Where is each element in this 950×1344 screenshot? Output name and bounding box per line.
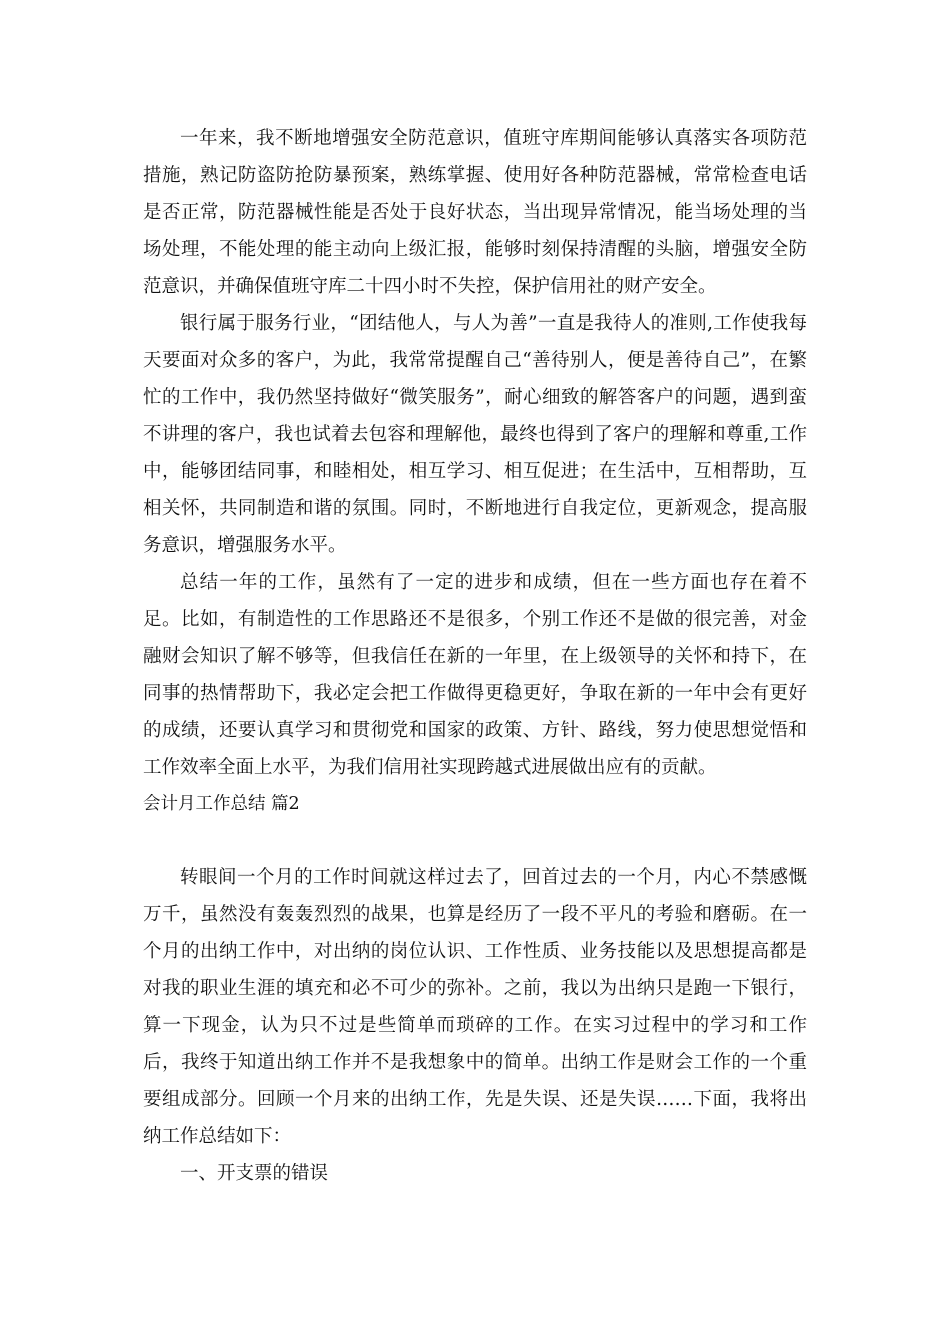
blank-line: [143, 823, 807, 859]
paragraph-service: 银行属于服务行业，“团结他人，与人为善”一直是我待人的准则,工作使我每天要面对众多的客户，为此，我常常提醒自己“善待别人，便是善待自己”，在繁忙的工作中，我仍然坚持做好“微笑服务”，耐心细致的解答客户的问题，遇到蛮不讲理的客户，我也试着去包容和理解他，最终也得到了客户的理解和尊重,工作中，能够团结同事，和睦相处，相互学习、相互促进；在生活中，互相帮助，互相关怀，共同制造和谐的氛围。同时，不断地进行自我定位，更新观念，提高服务意识，增强服务水平。: [143, 313, 807, 556]
paragraph-summary: 总结一年的工作，虽然有了一定的进步和成绩，但在一些方面也存在着不足。比如，有制造性的工作思路还不是很多，个别工作还不是做的很完善，对金融财会知识了解不够等，但我信任在新的一年里，在上级领导的关怀和持下，在同事的热情帮助下，我必定会把工作做得更稳更好，争取在新的一年中会有更好的成绩，还要认真学习和贯彻党和国家的政策、方针、路线，努力使思想觉悟和工作效率全面上水平，为我们信用社实现跨越式进展做出应有的贡献。: [143, 572, 807, 778]
list-item-cheque-errors: 一、开支票的错误: [180, 1163, 329, 1184]
paragraph-safety: 一年来，我不断地增强安全防范意识，值班守库期间能够认真落实各项防范措施，熟记防盗防抢防暴预案，熟练掌握、使用好各种防范器械，常常检查电话是否正常，防范器械性能是否处于良好状态，当出现异常情况，能当场处理的当场处理，不能处理的能主动向上级汇报，能够时刻保持清醒的头脑，增强安全防范意识，并确保值班守库二十四小时不失控，保护信用社的财产安全。: [143, 128, 807, 297]
section-heading: 会计月工作总结 篇2: [143, 794, 300, 814]
paragraph-cashier-intro: 转眼间一个月的工作时间就这样过去了，回首过去的一个月，内心不禁感慨万千，虽然没有轰轰烈烈的战果，也算是经历了一段不平凡的考验和磨砺。在一个月的出纳工作中，对出纳的岗位认识、工作性质、业务技能以及思想提高都是对我的职业生涯的填充和必不可少的弥补。之前，我以为出纳只是跑一下银行，算一下现金，认为只不过是些简单而琐碎的工作。在实习过程中的学习和工作后，我终于知道出纳工作并不是我想象中的简单。出纳工作是财会工作的一个重要组成部分。回顾一个月来的出纳工作，先是失误、还是失误……下面，我将出纳工作总结如下：: [143, 867, 807, 1147]
document-body: [143, 120, 807, 1192]
